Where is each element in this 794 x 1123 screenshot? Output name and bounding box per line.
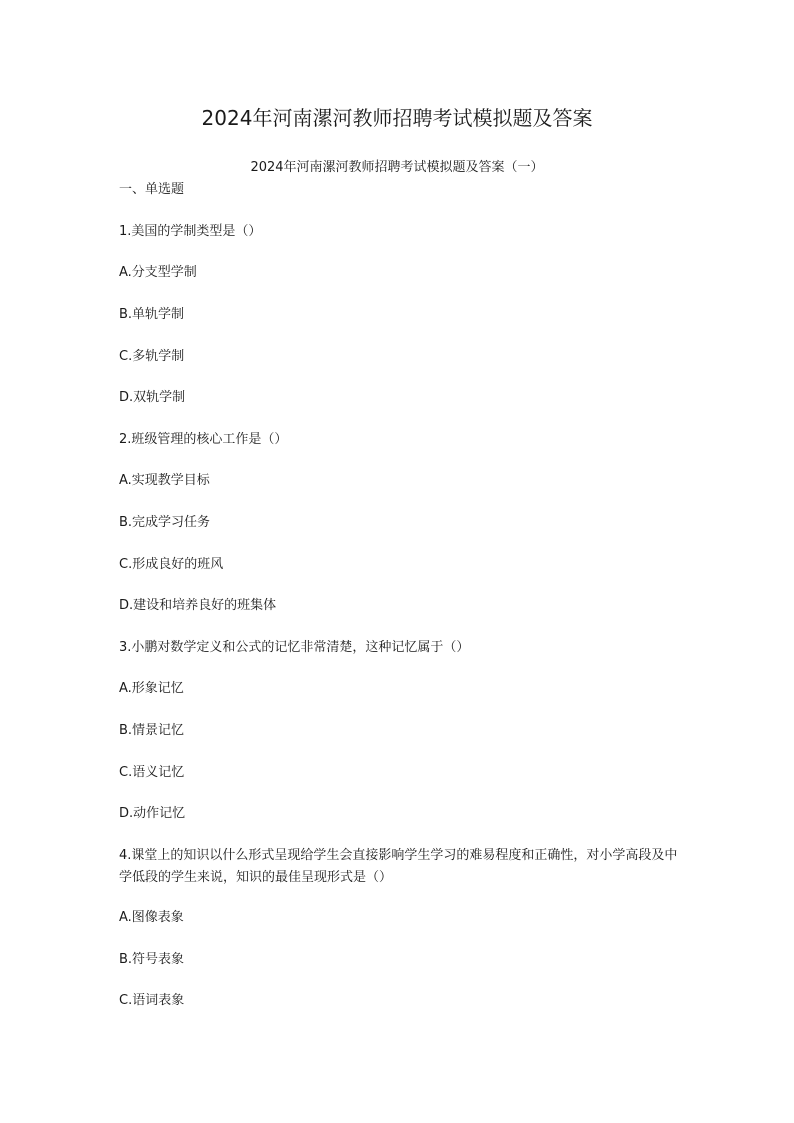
option: B.情景记忆 [119, 723, 185, 738]
option: A.分支型学制 [119, 265, 197, 280]
option: D.建设和培养良好的班集体 [119, 598, 277, 613]
option: D.动作记忆 [119, 806, 186, 821]
option: A.实现教学目标 [119, 473, 210, 488]
document-subtitle: 2024年河南漯河教师招聘考试模拟题及答案（一） [250, 160, 544, 175]
question-stem: 2.班级管理的核心工作是（） [119, 432, 288, 447]
option: B.单轨学制 [119, 307, 185, 322]
option: A.图像表象 [119, 910, 184, 925]
option: C.多轨学制 [119, 349, 185, 364]
question-stem: 3.小鹏对数学定义和公式的记忆非常清楚，这种记忆属于（） [119, 640, 470, 655]
document-title: 2024年河南漯河教师招聘考试模拟题及答案 [201, 106, 593, 130]
option: B.符号表象 [119, 952, 185, 967]
option: C.语词表象 [119, 993, 185, 1008]
option: D.双轨学制 [119, 390, 186, 405]
option: C.形成良好的班风 [119, 557, 224, 572]
question-stem: 1.美国的学制类型是（） [119, 224, 262, 239]
option: A.形象记忆 [119, 681, 184, 696]
option: B.完成学习任务 [119, 515, 211, 530]
section-heading: 一、单选题 [119, 182, 185, 197]
option: C.语义记忆 [119, 765, 185, 780]
question-stem: 4.课堂上的知识以什么形式呈现给学生会直接影响学生学习的难易程度和正确性，对小学高段及中学低段的学生来说，知识的最佳呈现形式是（） [119, 848, 678, 885]
